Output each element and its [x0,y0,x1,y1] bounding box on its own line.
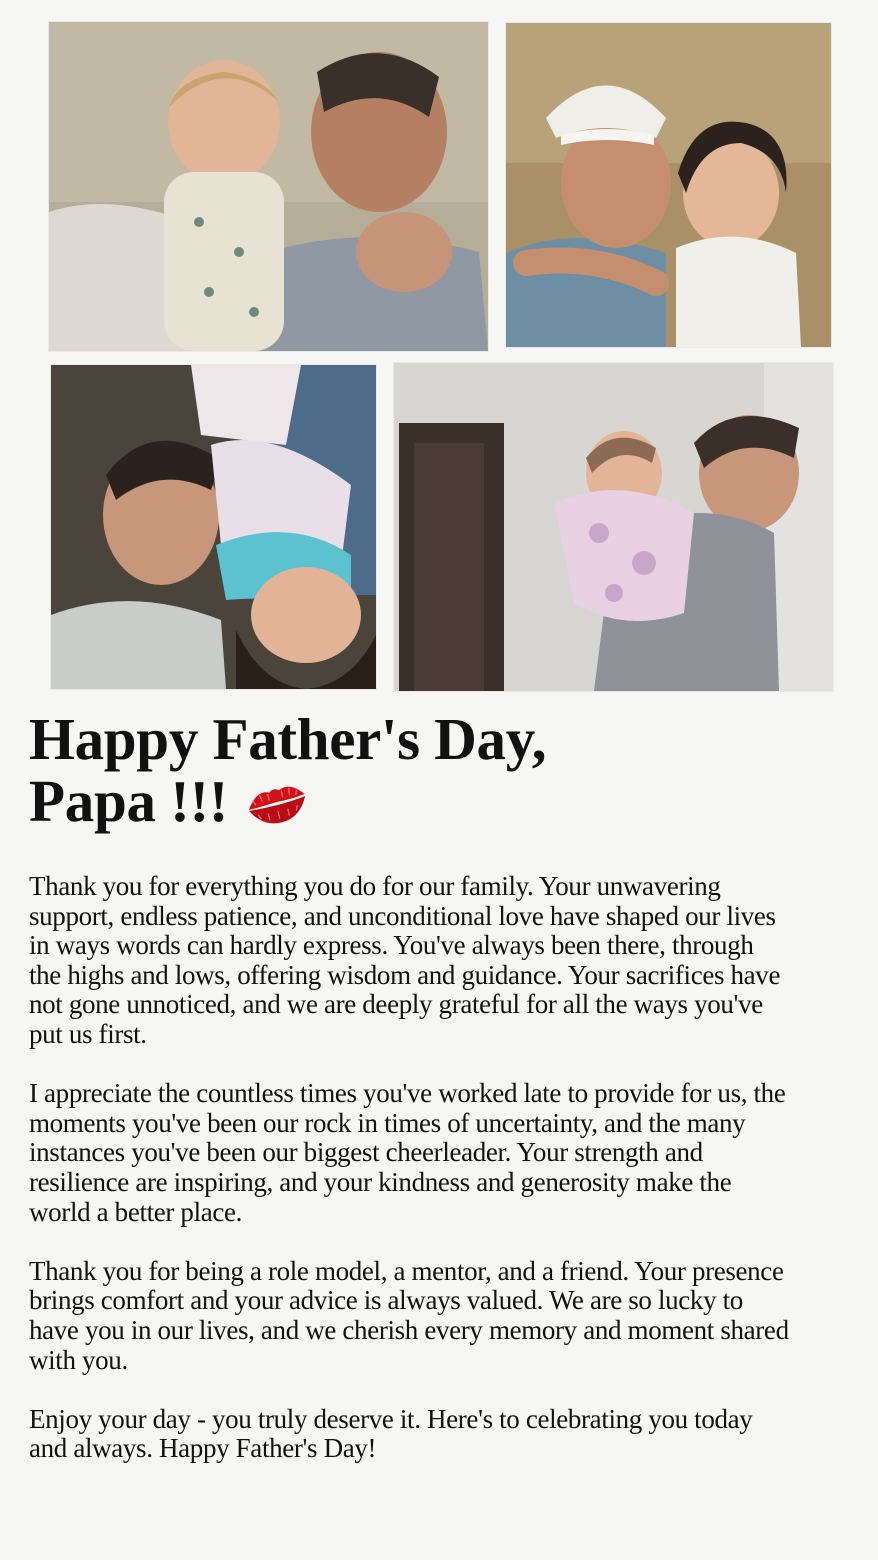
photo-upside-down-toddler [51,365,376,689]
father-in-knit-hat-with-toddler-photo-icon [506,23,831,347]
letter-body [29,872,839,1493]
title-line-2 [29,770,789,832]
letter-paragraph-4: Enjoy your day - you truly deserve it. Here's to celebrating you today and always. Happy Father's Day! [29,1403,753,1464]
photo-baby-with-father [49,22,488,351]
letter-paragraph-1: Thank you for everything you do for our family. Your unwavering support, endless patience, and unconditional love have shaped our lives in ways words can hardly express. You've always been there, through the highs and lows, offering wisdom and guidance. Your sacrifices have not gone unnoticed, and we are deeply grateful for all the ways you've put us first. [29,871,781,1049]
photo-father-in-knit-hat [506,23,831,347]
kiss-mark-icon [244,777,310,829]
photo-father-lifting-baby [394,363,833,691]
letter-paragraph-2: I appreciate the countless times you've worked late to provide for us, the moments you've been our rock in times of uncertainty, and the many instances you've been our biggest cheerleader. Your strength and resilience are inspiring, and your kindness and generosity make the world a better place. [29,1078,786,1227]
title-line-1: Happy Father's Day, [29,706,547,772]
page-title [29,708,789,832]
father-with-upside-down-toddler-photo-icon [51,365,376,689]
baby-with-father-photo-icon [49,22,488,351]
title-papa: Papa !!! [29,768,229,834]
letter-paragraph-3: Thank you for being a role model, a mentor, and a friend. Your presence brings comfort and your advice is always valued. We are so lucky to have you in our lives, and we cherish every memory and moment shared with you. [29,1255,789,1375]
father-lifting-baby-photo-icon [394,363,833,691]
